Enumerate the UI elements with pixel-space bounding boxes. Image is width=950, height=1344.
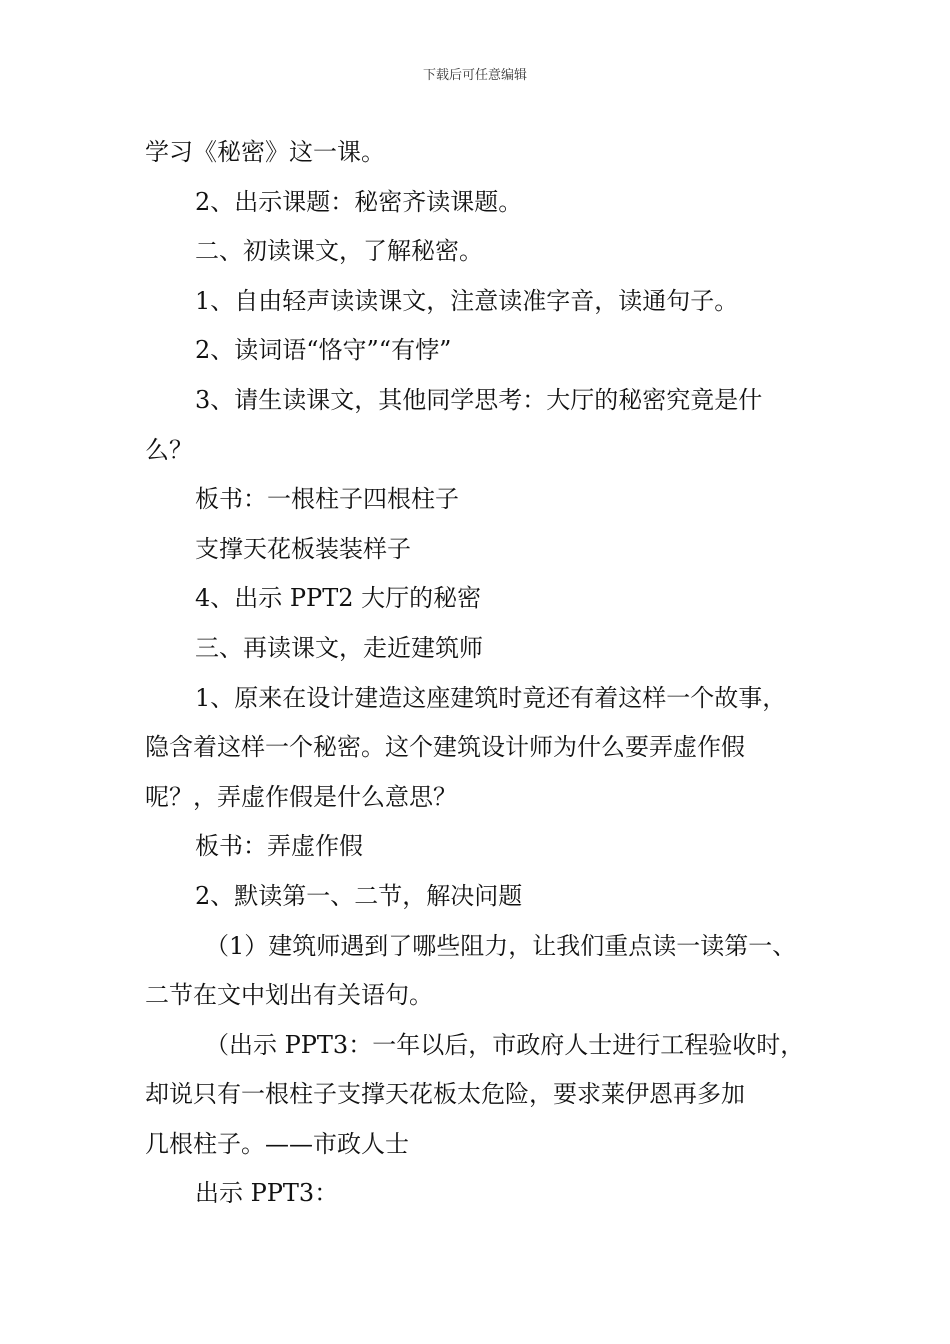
text-line: 二节在文中划出有关语句。 [145,981,433,1010]
page-header-note: 下载后可任意编辑 [422,68,527,83]
text-line: 3、请生读课文，其他同学思考：大厅的秘密究竟是什 [195,385,763,414]
text-line: 2、默读第一、二节，解决问题 [195,881,523,910]
text-line: 呢？，弄虚作假是什么意思？ [145,782,457,811]
text-line: 学习《秘密》这一课。 [145,138,385,166]
blackboard-note: 板书：弄虚作假 [195,832,363,861]
text-line: 出示 PPT3： [195,1179,339,1208]
text-line: 1、自由轻声读读课文，注意读准字音，读通句子。 [195,286,739,315]
text-line: 隐含着这样一个秘密。这个建筑设计师为什么要弄虚作假 [145,733,745,762]
text-line: （1）建筑师遇到了哪些阻力，让我们重点读一读第一、 [205,931,797,960]
section-heading: 三、再读课文，走近建筑师 [195,633,483,662]
text-line: 几根柱子。——市政人士 [145,1129,409,1158]
text-line: 4、出示 PPT2 大厅的秘密 [195,584,482,613]
text-line: 2、出示课题：秘密齐读课题。 [195,187,523,216]
section-heading: 二、初读课文，了解秘密。 [195,237,483,266]
blackboard-note: 支撑天花板装装样子 [195,534,411,563]
text-line: 1、原来在设计建造这座建筑时竟还有着这样一个故事， [195,683,787,712]
text-line: 么？ [145,435,193,464]
text-line: 却说只有一根柱子支撑天花板太危险，要求莱伊恩再多加 [145,1080,745,1109]
text-line: 2、读词语“恪守”“有悖” [195,336,452,365]
blackboard-note: 板书：一根柱子四根柱子 [195,485,459,514]
text-line: （出示 PPT3：一年以后，市政府人士进行工程验收时， [205,1030,805,1059]
document-body [145,128,835,1219]
